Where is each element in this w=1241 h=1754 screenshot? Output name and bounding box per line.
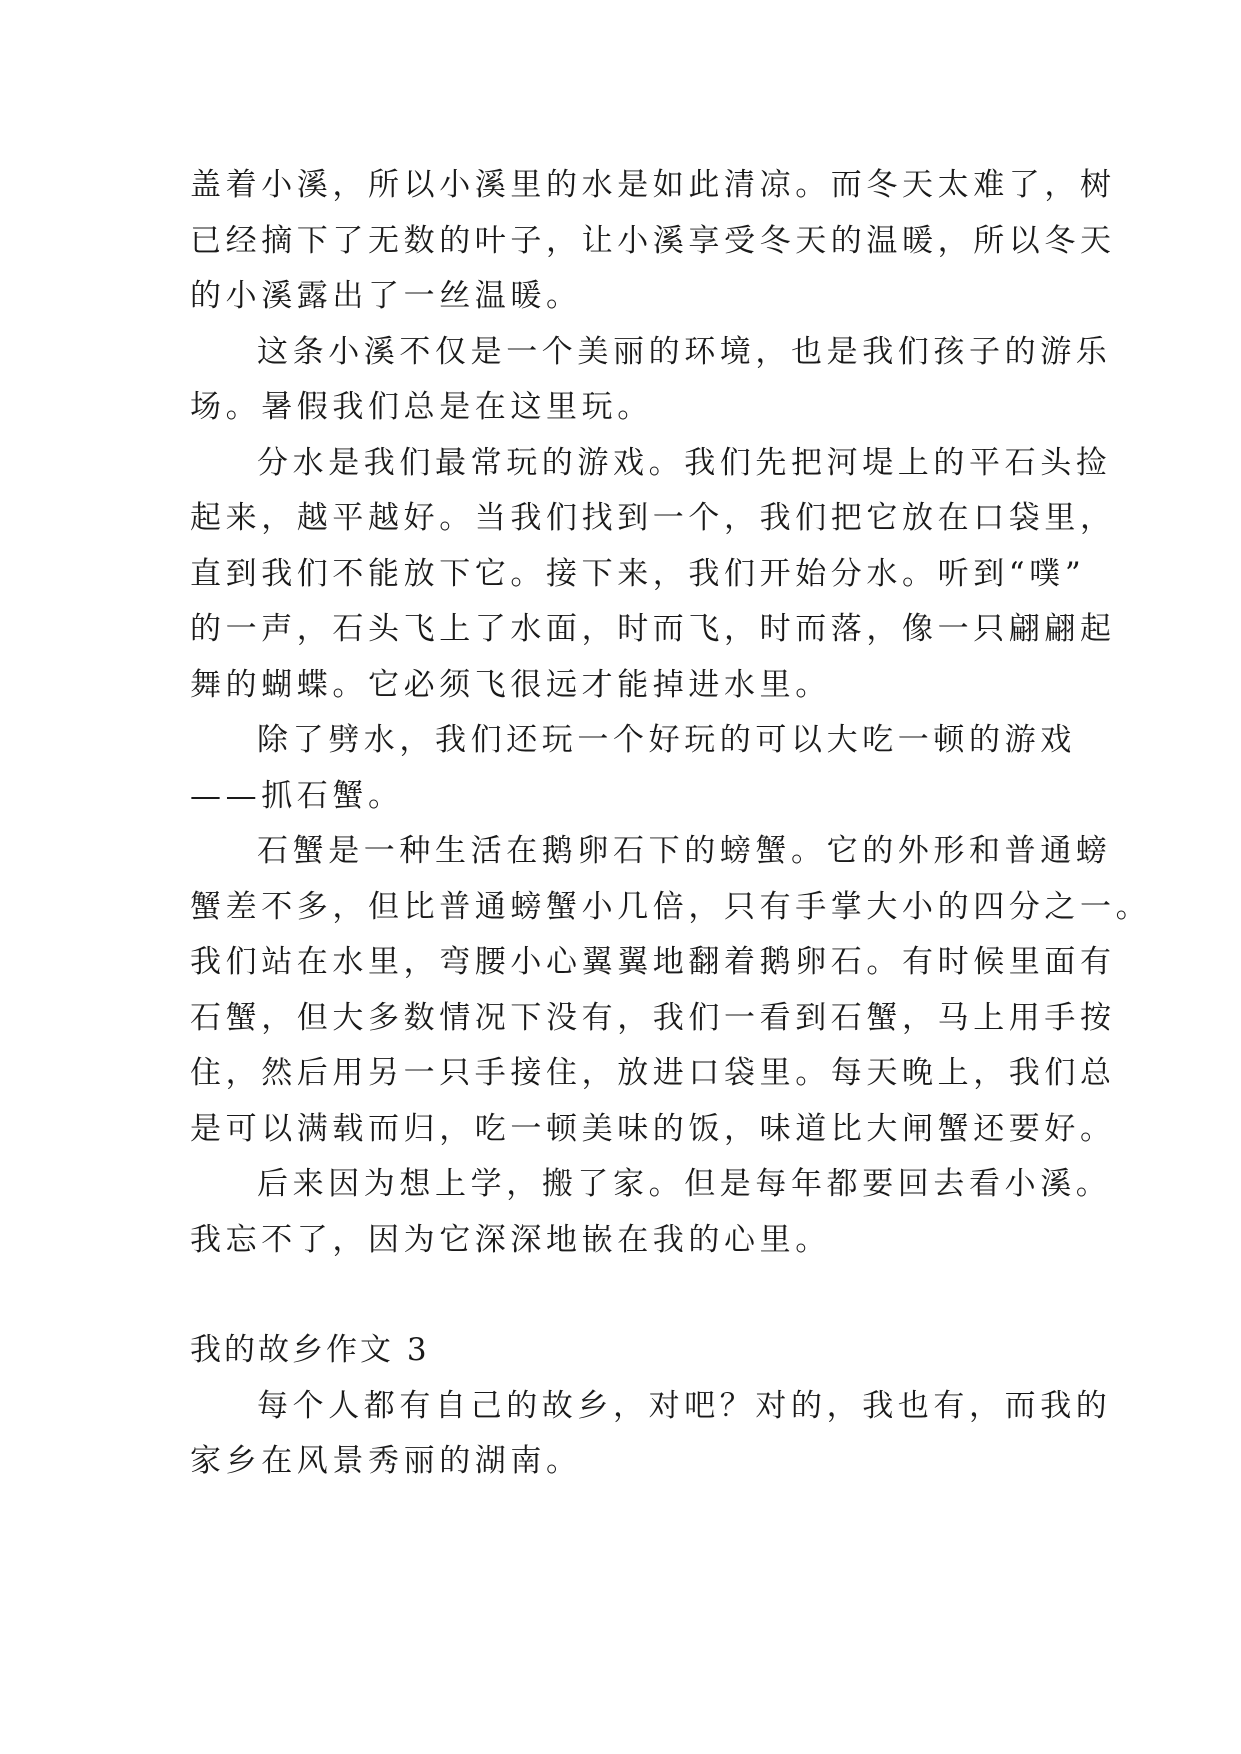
paragraph-line: 住，然后用另一只手接住，放进口袋里。每天晚上，我们总 (190, 1055, 1116, 1091)
paragraph-line: 起来，越平越好。当我们找到一个，我们把它放在口袋里， (190, 500, 1116, 536)
paragraph-line: ——抓石蟹。 (190, 777, 404, 814)
paragraph-line: 石蟹是一种生活在鹅卵石下的螃蟹。它的外形和普通螃 (257, 833, 1112, 869)
document-body (190, 158, 1152, 1490)
paragraph-line: 已经摘下了无数的叶子，让小溪享受冬天的温暖，所以冬天 (190, 222, 1116, 259)
paragraph-line: 的一声，石头飞上了水面，时而飞，时而落，像一只翩翩起 (190, 611, 1116, 647)
paragraph-line: 我忘不了，因为它深深地嵌在我的心里。 (190, 1221, 831, 1258)
paragraph-line: 后来因为想上学，搬了家。但是每年都要回去看小溪。 (257, 1166, 1112, 1202)
paragraph-line: 舞的蝴蝶。它必须飞很远才能掉进水里。 (190, 666, 831, 703)
section-title: 我的故乡作文 3 (190, 1332, 430, 1368)
paragraph-line: 除了劈水，我们还玩一个好玩的可以大吃一顿的游戏 (257, 722, 1076, 758)
paragraph-line: 家乡在风景秀丽的湖南。 (190, 1443, 582, 1479)
paragraph-line: 是可以满载而归，吃一顿美味的饭，味道比大闸蟹还要好。 (190, 1110, 1116, 1147)
paragraph-line: 我们站在水里，弯腰小心翼翼地翻着鹅卵石。有时候里面有 (190, 944, 1116, 980)
paragraph-line: 石蟹，但大多数情况下没有，我们一看到石蟹，马上用手按 (190, 999, 1116, 1036)
paragraph-line: 蟹差不多，但比普通螃蟹小几倍，只有手掌大小的四分之一。 (190, 888, 1152, 925)
paragraph-line: 这条小溪不仅是一个美丽的环境，也是我们孩子的游乐 (257, 333, 1112, 370)
paragraph-line: 场。暑假我们总是在这里玩。 (190, 389, 653, 425)
paragraph-line: 的小溪露出了一丝温暖。 (190, 278, 582, 314)
paragraph-line: 盖着小溪，所以小溪里的水是如此清凉。而冬天太难了，树 (190, 167, 1116, 203)
paragraph-line: 分水是我们最常玩的游戏。我们先把河堤上的平石头捡 (257, 444, 1112, 481)
paragraph-line: 直到我们不能放下它。接下来，我们开始分水。听到“噗” (190, 555, 1086, 592)
paragraph-line: 每个人都有自己的故乡，对吧？对的，我也有，而我的 (257, 1387, 1112, 1424)
